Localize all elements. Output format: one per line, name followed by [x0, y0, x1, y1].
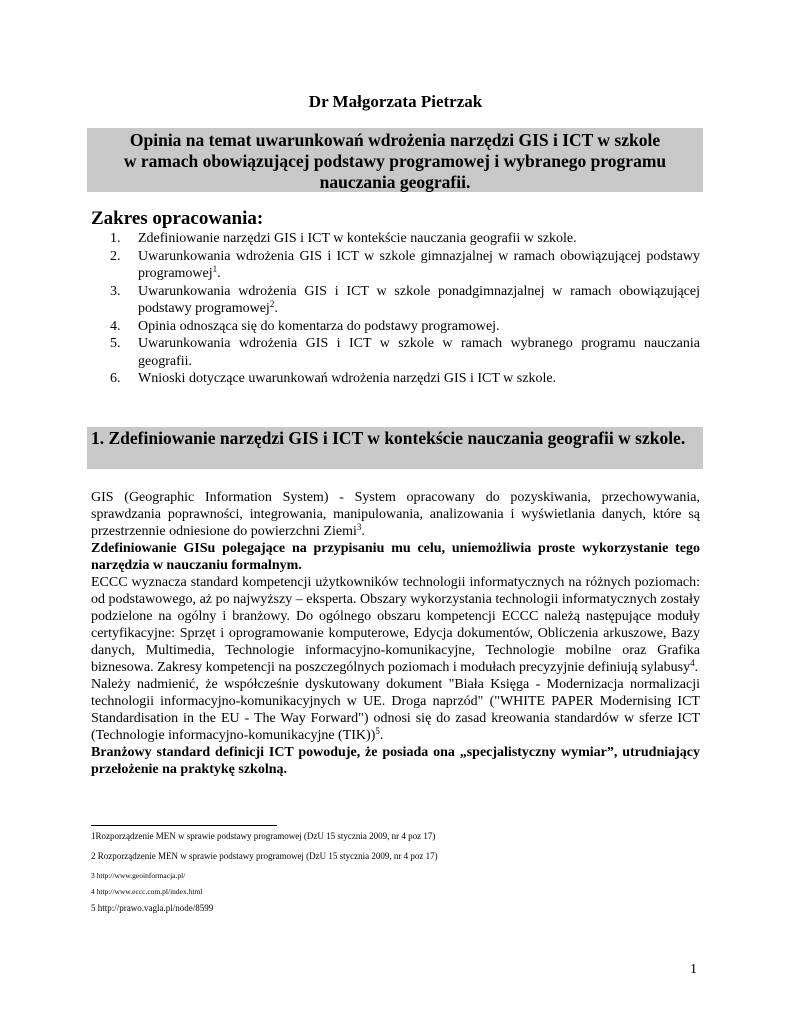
paragraph-text: Należy nadmienić, że współcześnie dyskutowany dokument "Biała Księga - Modernizacja normalizacji technologii informacyjno-komunikacyjnych w UE. Droga naprzód" ("WHITE PAPER Modernising ICT Standardisation in the EU - The Way Forward") odnosi się do zasad kreowania standardów w sferze ICT (Technologie informacyjno-komunikacyjne (TIK)) — [91, 677, 700, 743]
item-number: 3. — [110, 283, 121, 299]
item-text-body: Wnioski dotyczące uwarunkowań wdrożenia narzędzi GIS i ICT w szkole. — [138, 371, 557, 386]
item-text-tail: . — [217, 266, 221, 281]
item-text-body: Uwarunkowania wdrożenia GIS i ICT w szkole gimnazjalnej w ramach obowiązującej podstawy programowej — [138, 248, 700, 281]
scope-list-item — [110, 370, 700, 388]
paragraph-tail: . — [361, 524, 365, 539]
footnote-ref: 4 — [690, 658, 695, 668]
paragraph-eccc — [91, 574, 700, 676]
section-1-body — [91, 489, 700, 778]
footnotes — [91, 830, 691, 922]
paragraph-text: GIS (Geographic Information System) - System opracowany do pozyskiwania, przechowywania, sprawdzania poprawności, integrowania, manipulowania, analizowania i wyświetlania danych, które są przestrzennie odniesione do powierzchni Ziemi — [91, 490, 700, 539]
item-text — [138, 283, 700, 318]
item-text — [138, 248, 700, 283]
item-text-body: Opinia odnosząca się do komentarza do podstawy programowej. — [138, 318, 500, 334]
item-text — [138, 370, 700, 388]
footnote-ref: 1 — [212, 264, 218, 274]
item-text — [138, 335, 700, 370]
author-name: Dr Małgorzata Pietrzak — [308, 92, 483, 111]
title-line: Opinia na temat uwarunkowań wdrożenia narzędzi GIS i ICT w szkole — [129, 130, 661, 150]
paragraph-text: ECCC wyznacza standard kompetencji użytkowników technologii informatycznych na różnych poziomach: od podstawowego, aż po najwyższy – eksperta. Obszary wykorzystania technologii informatycznych zostały podzielone na ogólny i branżowy. Do ogólnego obszaru kompetencji ECCC należą następujące moduły certyfikacyjne: Sprzęt i oprogramowanie komputerowe, Edycja dokumentów, Obliczenia arkuszowe, Bazy danych, Multimedia, Technologie informacyjno-komunikacyjne, Technologie mobilne oraz Grafika biznesowa. Zakresy kompetencji na poszczególnych poziomach i modułach precyzyjnie definiują sylabusy — [91, 575, 700, 675]
scope-list-item — [110, 230, 700, 248]
paragraph-gis-definition — [91, 489, 700, 540]
scope-list-item — [110, 283, 700, 318]
document-title-box — [87, 128, 703, 192]
item-text-tail: . — [274, 301, 278, 316]
paragraph-tail: . — [694, 660, 699, 675]
item-number: 6. — [110, 371, 121, 386]
scope-list — [110, 230, 700, 388]
item-number: 1. — [110, 231, 121, 246]
footnote-divider — [91, 825, 277, 826]
item-text-body: Uwarunkowania wdrożenia GIS i ICT w szkole ponadgimnazjalnej w ramach obowiązującej podstawy programowej — [138, 283, 700, 316]
footnote-ref: 3 — [356, 522, 362, 532]
paragraph-tail: . — [379, 728, 384, 743]
scope-heading: Zakres opracowania: — [91, 208, 264, 229]
page-number: 1 — [690, 962, 697, 977]
scope-list-item — [110, 335, 700, 370]
item-number: 4. — [110, 318, 121, 334]
item-number: 2. — [110, 248, 121, 264]
scope-list-item — [110, 248, 700, 283]
footnote-ref: 2 — [269, 299, 275, 309]
paragraph-white-paper — [91, 676, 700, 744]
footnote: 3 http://www.geoinformacja.pl/ — [91, 871, 186, 880]
title-line: w ramach obowiązującej podstawy programowej i wybranego programu — [123, 151, 667, 171]
title-line: nauczania geografii. — [319, 172, 471, 192]
item-text — [138, 230, 700, 248]
footnote: 1Rozporządzenie MEN w sprawie podstawy programowej (DzU 15 stycznia 2009, nr 4 poz 17) — [91, 831, 436, 841]
item-text — [138, 318, 700, 336]
paragraph-gis-conclusion: Zdefiniowanie GISu polegające na przypisaniu mu celu, uniemożliwia proste wykorzystanie tego narzędzia w nauczaniu formalnym. — [91, 541, 700, 573]
footnote: 4 http://www.eccc.com.pl/index.html — [91, 887, 203, 896]
item-text-body: Zdefiniowanie narzędzi GIS i ICT w kontekście nauczania geografii w szkole. — [138, 231, 577, 246]
item-text-body: Uwarunkowania wdrożenia GIS i ICT w szkole w ramach wybranego programu nauczania geografii. — [138, 336, 700, 369]
paragraph-ict-conclusion: Branżowy standard definicji ICT powoduje, że posiada ona „specjalistyczny wymiar”, utrudniający przełożenie na praktykę szkolną. — [91, 745, 700, 777]
item-number: 5. — [110, 336, 121, 351]
section-1-heading: 1. Zdefiniowanie narzędzi GIS i ICT w kontekście nauczania geografii w szkole. — [87, 427, 703, 469]
footnote: 5 http://prawo.vagla.pl/node/8599 — [91, 903, 214, 913]
footnote-ref: 5 — [375, 726, 380, 736]
footnote: 2 Rozporządzenie MEN w sprawie podstawy programowej (DzU 15 stycznia 2009, nr 4 poz 17) — [91, 851, 438, 861]
scope-list-item — [110, 318, 700, 336]
